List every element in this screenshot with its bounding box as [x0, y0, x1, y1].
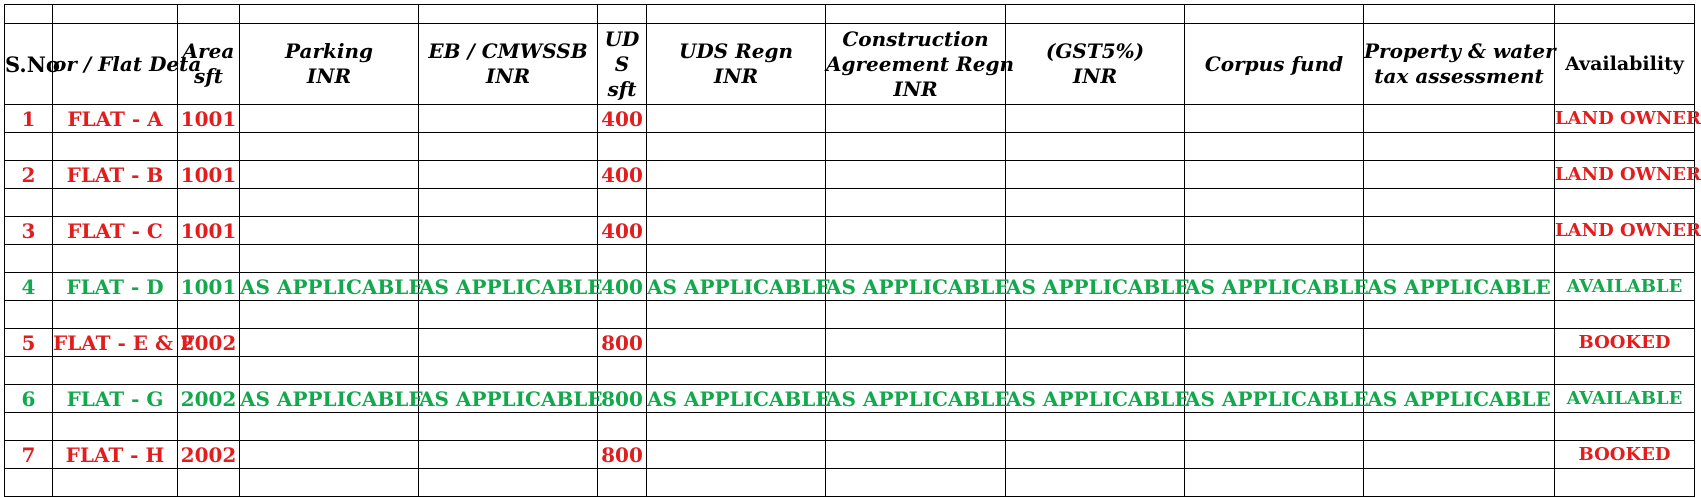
cell-area[interactable]: 2002: [178, 441, 240, 469]
cell-flat[interactable]: FLAT - H: [53, 441, 178, 469]
cell-gst[interactable]: [1006, 441, 1185, 469]
header-parking-line1: Parking: [285, 39, 373, 63]
cell-corpus[interactable]: [1185, 105, 1364, 133]
cell-gst[interactable]: [1006, 217, 1185, 245]
empty-cell[interactable]: [826, 301, 1006, 329]
empty-cell[interactable]: [1185, 189, 1364, 217]
empty-cell[interactable]: [240, 413, 419, 441]
cell-sno[interactable]: 2: [5, 161, 53, 189]
empty-cell[interactable]: [240, 357, 419, 385]
empty-cell[interactable]: [1185, 357, 1364, 385]
cell-property[interactable]: [1364, 161, 1555, 189]
cell-gst[interactable]: AS APPLICABLE: [1006, 386, 1190, 411]
empty-cell[interactable]: [419, 245, 598, 273]
empty-cell[interactable]: [178, 245, 240, 273]
empty-cell[interactable]: [647, 357, 826, 385]
empty-cell[interactable]: [5, 133, 53, 161]
empty-cell[interactable]: [53, 469, 178, 497]
cell-uds-regn[interactable]: [647, 441, 826, 469]
empty-cell[interactable]: [1364, 189, 1555, 217]
header-gst-line2: INR: [1072, 64, 1118, 88]
header-property-line2: tax assessment: [1374, 64, 1544, 88]
cell-uds-regn[interactable]: AS APPLICABLE: [647, 274, 831, 299]
header-availability-text: Availability: [1565, 52, 1684, 75]
empty-cell[interactable]: [1555, 133, 1695, 161]
cell-eb[interactable]: [419, 441, 598, 469]
cell-corpus[interactable]: [1185, 217, 1364, 245]
cell-availability[interactable]: AVAILABLE: [1555, 385, 1695, 413]
cell-construction[interactable]: AS APPLICABLE: [826, 386, 1010, 411]
empty-cell[interactable]: [1555, 357, 1695, 385]
empty-cell[interactable]: [240, 133, 419, 161]
cell-gst[interactable]: [1006, 329, 1185, 357]
empty-cell[interactable]: [1006, 133, 1185, 161]
empty-cell[interactable]: [5, 245, 53, 273]
empty-cell[interactable]: [1555, 189, 1695, 217]
empty-cell[interactable]: [826, 133, 1006, 161]
cell-uds[interactable]: 800: [598, 329, 647, 357]
cell-corpus[interactable]: [1185, 161, 1364, 189]
cell-construction[interactable]: [826, 441, 1006, 469]
cell-availability[interactable]: LAND OWNER: [1555, 105, 1695, 133]
cell-parking[interactable]: AS APPLICABLE: [240, 274, 424, 299]
blank-row: [5, 413, 1695, 441]
cell-flat[interactable]: FLAT - B: [53, 161, 178, 189]
empty-cell[interactable]: [178, 301, 240, 329]
empty-cell[interactable]: [419, 133, 598, 161]
empty-cell[interactable]: [647, 469, 826, 497]
cell-parking[interactable]: AS APPLICABLE: [240, 386, 424, 411]
empty-cell[interactable]: [1185, 245, 1364, 273]
cell-eb[interactable]: AS APPLICABLE: [419, 274, 603, 299]
empty-cell[interactable]: [53, 301, 178, 329]
header-area-line1: Area: [182, 39, 235, 63]
empty-cell[interactable]: [598, 357, 647, 385]
cell-uds-regn[interactable]: [647, 329, 826, 357]
empty-cell[interactable]: [1364, 245, 1555, 273]
cell-area[interactable]: 2002: [178, 385, 240, 413]
table-row: [5, 217, 1695, 245]
cell-sno[interactable]: 7: [5, 441, 53, 469]
top-blank-row: [5, 5, 1695, 24]
empty-cell[interactable]: [1555, 469, 1695, 497]
empty-cell[interactable]: [1006, 413, 1185, 441]
cell-construction[interactable]: [826, 105, 1006, 133]
empty-cell[interactable]: [598, 301, 647, 329]
empty-cell[interactable]: [598, 413, 647, 441]
cell-property[interactable]: [1364, 217, 1555, 245]
cell-property[interactable]: AS APPLICABLE: [1364, 385, 1555, 413]
empty-cell[interactable]: [5, 413, 53, 441]
cell-uds[interactable]: 400: [598, 161, 647, 189]
cell-corpus[interactable]: AS APPLICABLE: [1185, 386, 1369, 411]
table-row: [5, 105, 1695, 133]
cell-parking[interactable]: [240, 161, 419, 189]
blank-row: [5, 133, 1695, 161]
header-uds-line3: sft: [607, 76, 637, 101]
cell-uds-regn[interactable]: [647, 217, 826, 245]
header-uds-line2: S: [614, 51, 630, 76]
cell-availability[interactable]: AVAILABLE: [1555, 273, 1695, 301]
cell-corpus[interactable]: AS APPLICABLE: [1185, 274, 1369, 299]
empty-cell[interactable]: [647, 189, 826, 217]
header-eb-line2: INR: [485, 64, 531, 88]
cell-sno[interactable]: 6: [5, 385, 53, 413]
header-sno[interactable]: [5, 24, 60, 105]
empty-cell[interactable]: [647, 245, 826, 273]
cell-construction[interactable]: AS APPLICABLE: [826, 274, 1010, 299]
cell-construction[interactable]: [826, 161, 1006, 189]
cell-flat[interactable]: FLAT - D: [53, 273, 178, 301]
empty-cell[interactable]: [826, 413, 1006, 441]
empty-cell[interactable]: [1364, 133, 1555, 161]
empty-cell[interactable]: [240, 189, 419, 217]
cell-gst[interactable]: AS APPLICABLE: [1006, 274, 1190, 299]
header-gst[interactable]: [1006, 24, 1185, 105]
empty-cell[interactable]: [419, 469, 598, 497]
header-row: [5, 24, 1695, 105]
cell-flat[interactable]: FLAT - G: [53, 385, 178, 413]
empty-cell[interactable]: [419, 413, 598, 441]
empty-cell[interactable]: [53, 413, 178, 441]
header-uds[interactable]: [598, 24, 647, 105]
cell-construction[interactable]: [826, 217, 1006, 245]
header-eb-line1: EB / CMWSSB: [428, 39, 588, 63]
cell-construction[interactable]: [826, 329, 1006, 357]
empty-cell[interactable]: [5, 301, 53, 329]
header-flat-details[interactable]: [53, 24, 202, 105]
empty-cell[interactable]: [419, 357, 598, 385]
empty-cell[interactable]: [647, 413, 826, 441]
cell-flat[interactable]: FLAT - E & F: [53, 330, 195, 355]
empty-cell[interactable]: [178, 357, 240, 385]
blank-row: [5, 469, 1695, 497]
empty-cell[interactable]: [5, 189, 53, 217]
empty-cell[interactable]: [240, 301, 419, 329]
cell-parking[interactable]: [240, 329, 419, 357]
blank-row: [5, 189, 1695, 217]
header-area-line2: sft: [193, 64, 224, 88]
empty-cell[interactable]: [178, 413, 240, 441]
blank-row: [5, 245, 1695, 273]
empty-cell[interactable]: [826, 189, 1006, 217]
cell-property[interactable]: [1364, 441, 1555, 469]
empty-cell[interactable]: [1185, 413, 1364, 441]
cell-area[interactable]: 1001: [178, 105, 240, 133]
header-construction-line1: Construction: [842, 26, 989, 51]
cell-property[interactable]: AS APPLICABLE: [1364, 273, 1555, 301]
header-construction[interactable]: [826, 24, 1014, 105]
cell-uds[interactable]: 400: [598, 217, 647, 245]
empty-cell[interactable]: [1006, 301, 1185, 329]
cell-corpus[interactable]: [1185, 441, 1364, 469]
cell-area[interactable]: 2002: [178, 329, 240, 357]
cell-eb[interactable]: [419, 105, 598, 133]
empty-cell[interactable]: [240, 245, 419, 273]
header-parking[interactable]: [240, 24, 419, 105]
header-flat-text: or / Flat Deta: [53, 51, 202, 76]
empty-cell[interactable]: [419, 301, 598, 329]
empty-cell[interactable]: [598, 469, 647, 497]
cell-gst[interactable]: [1006, 161, 1185, 189]
empty-cell[interactable]: [598, 133, 647, 161]
empty-cell[interactable]: [647, 133, 826, 161]
empty-cell[interactable]: [598, 189, 647, 217]
cell-sno[interactable]: 4: [5, 273, 53, 301]
cell-eb[interactable]: [419, 217, 598, 245]
empty-cell[interactable]: [647, 301, 826, 329]
header-corpus-text: Corpus fund: [1204, 51, 1344, 76]
empty-cell[interactable]: [598, 245, 647, 273]
cell-area[interactable]: 1001: [178, 217, 240, 245]
cell-flat[interactable]: FLAT - C: [53, 217, 178, 245]
cell-area[interactable]: 1001: [178, 273, 240, 301]
blank-row: [5, 301, 1695, 329]
empty-cell[interactable]: [53, 189, 178, 217]
header-corpus[interactable]: [1185, 24, 1364, 105]
table-row: [5, 161, 1695, 189]
cell-corpus[interactable]: [1185, 329, 1364, 357]
empty-cell[interactable]: [419, 189, 598, 217]
empty-cell[interactable]: [178, 133, 240, 161]
header-property[interactable]: [1364, 24, 1555, 105]
cell-availability[interactable]: BOOKED: [1555, 329, 1695, 357]
cell-eb[interactable]: AS APPLICABLE: [419, 386, 603, 411]
cell-uds[interactable]: 400: [598, 105, 647, 133]
empty-cell[interactable]: [1364, 357, 1555, 385]
empty-cell[interactable]: [53, 245, 178, 273]
cell-property[interactable]: [1364, 329, 1555, 357]
header-eb[interactable]: [419, 24, 598, 105]
header-sno-text: S.No: [5, 51, 60, 77]
cell-gst[interactable]: [1006, 105, 1185, 133]
header-uds-regn-line2: INR: [713, 64, 759, 88]
cell-sno[interactable]: 1: [5, 105, 53, 133]
cell-uds-regn[interactable]: [647, 105, 826, 133]
empty-cell[interactable]: [1364, 301, 1555, 329]
empty-cell[interactable]: [1555, 301, 1695, 329]
header-uds-regn[interactable]: [647, 24, 826, 105]
table-row: [5, 441, 1695, 469]
cell-uds[interactable]: 800: [598, 441, 647, 469]
spreadsheet-table: [4, 4, 1701, 497]
empty-cell[interactable]: [1006, 245, 1185, 273]
cell-flat[interactable]: FLAT - A: [53, 105, 178, 133]
cell-availability[interactable]: LAND OWNER: [1555, 161, 1695, 189]
cell-uds[interactable]: 400: [598, 273, 647, 301]
header-uds-line1: UD: [604, 26, 640, 51]
cell-area[interactable]: 1001: [178, 161, 240, 189]
empty-cell[interactable]: [1185, 133, 1364, 161]
cell-availability[interactable]: BOOKED: [1555, 441, 1695, 469]
blank-row: [5, 357, 1695, 385]
empty-cell[interactable]: [1364, 469, 1555, 497]
empty-cell[interactable]: [1555, 245, 1695, 273]
header-property-line1: Property & water: [1364, 39, 1556, 63]
empty-cell[interactable]: [178, 469, 240, 497]
cell-availability[interactable]: LAND OWNER: [1555, 217, 1695, 245]
header-gst-line1: (GST5%): [1045, 39, 1145, 63]
empty-cell[interactable]: [1185, 469, 1364, 497]
empty-cell[interactable]: [1364, 413, 1555, 441]
cell-parking[interactable]: [240, 441, 419, 469]
cell-parking[interactable]: [240, 217, 419, 245]
table-row: [5, 385, 1695, 413]
cell-parking[interactable]: [240, 105, 419, 133]
cell-uds-regn[interactable]: AS APPLICABLE: [647, 386, 831, 411]
empty-cell[interactable]: [240, 469, 419, 497]
empty-cell[interactable]: [5, 357, 53, 385]
cell-eb[interactable]: [419, 161, 598, 189]
empty-cell[interactable]: [1555, 413, 1695, 441]
empty-cell[interactable]: [53, 357, 178, 385]
cell-uds-regn[interactable]: [647, 161, 826, 189]
header-parking-line2: INR: [306, 64, 352, 88]
cell-sno[interactable]: 5: [5, 329, 53, 357]
cell-uds[interactable]: 800: [598, 385, 647, 413]
header-construction-line3: INR: [893, 76, 938, 101]
cell-sno[interactable]: 3: [5, 217, 53, 245]
empty-cell[interactable]: [53, 133, 178, 161]
header-availability[interactable]: [1555, 24, 1695, 105]
empty-cell[interactable]: [826, 469, 1006, 497]
table-row: [5, 329, 1695, 357]
table-row: [5, 273, 1695, 301]
empty-cell[interactable]: [1006, 189, 1185, 217]
cell-property[interactable]: [1364, 105, 1555, 133]
empty-cell[interactable]: [1185, 301, 1364, 329]
header-uds-regn-line1: UDS Regn: [678, 39, 794, 63]
empty-cell[interactable]: [1006, 357, 1185, 385]
empty-cell[interactable]: [826, 357, 1006, 385]
empty-cell[interactable]: [1006, 469, 1185, 497]
header-construction-line2: Agreement Regn: [826, 51, 1014, 76]
empty-cell[interactable]: [178, 189, 240, 217]
cell-eb[interactable]: [419, 329, 598, 357]
empty-cell[interactable]: [5, 469, 53, 497]
empty-cell[interactable]: [826, 245, 1006, 273]
